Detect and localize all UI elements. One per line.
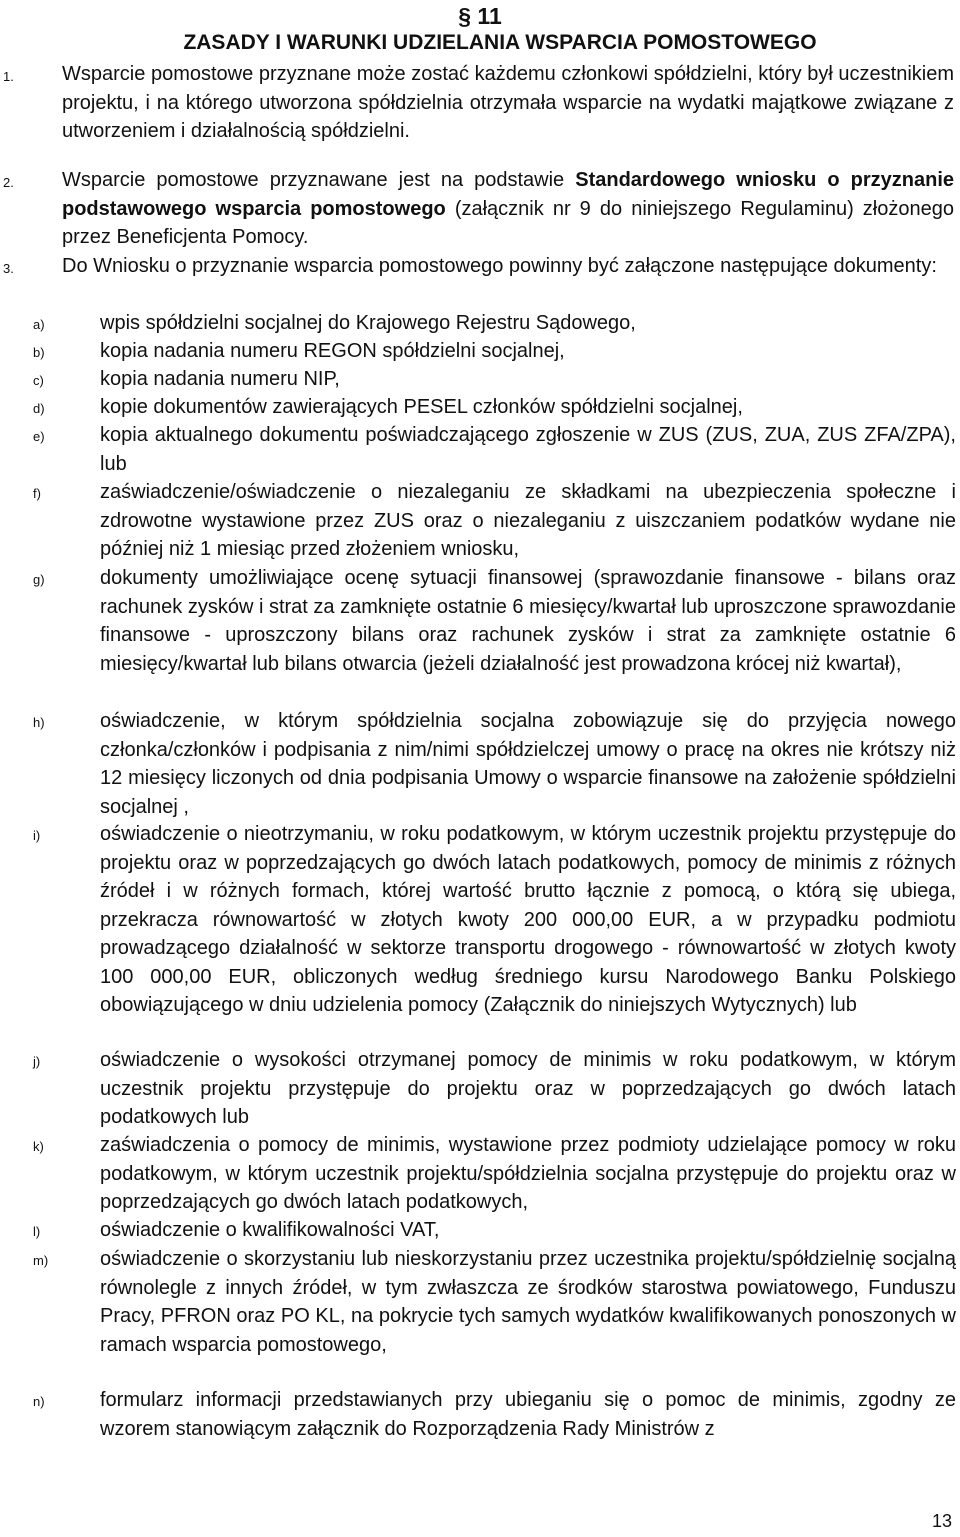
page-number: 13 [931, 1511, 952, 1531]
item-text: zaświadczenia o pomocy de minimis, wystawione przez podmioty udzielające pomocy w roku podatkowym, w którym uczestnik projektu/spółdzielnia socjalna przystępuje do projektu oraz w poprzedzających go dwóch latach podatkowych, [100, 1134, 956, 1213]
item-letter: k) [33, 1139, 44, 1154]
item-text: kopia nadania numeru REGON spółdzielni socjalnej, [100, 340, 565, 362]
document-title: ZASADY I WARUNKI UDZIELANIA WSPARCIA POMOSTOWEGO [183, 31, 817, 54]
item-text: oświadczenie, w którym spółdzielnia socjalna zobowiązuje się do przyjęcia nowego członka/członków i podpisania z nim/nimi spółdzielczej umowy o pracę na okres nie krótszy niż 12 miesięcy liczonych od dnia podpisania Umowy o wsparcie finansowe na założenie spółdzielni socjalnej , [100, 710, 956, 818]
item-text: kopia aktualnego dokumentu poświadczającego zgłoszenie w ZUS (ZUS, ZUA, ZUS ZFA/ZPA), lub [100, 424, 956, 475]
item-text: oświadczenie o kwalifikowalności VAT, [100, 1219, 440, 1241]
item-letter: j) [33, 1054, 41, 1069]
item-letter: b) [33, 345, 45, 360]
section-text: Wsparcie pomostowe przyznane może zostać każdemu członkowi spółdzielni, który był uczestnikiem projektu, i na którego utworzona spółdzielnia otrzymała wsparcie na wydatki majątkowe związane z utworzeniem i działalnością spółdzielni. [62, 63, 954, 142]
item-letter: a) [33, 317, 45, 332]
form-name-bold: Standardowego wniosku o przyznanie podstawowego wsparcia pomostowego [62, 169, 954, 220]
item-text: oświadczenie o wysokości otrzymanej pomocy de minimis w roku podatkowym, w którym uczestnik projektu przystępuje do projektu oraz w poprzedzających go dwóch latach podatkowych lub [100, 1049, 956, 1128]
section-number: 2. [3, 175, 14, 190]
item-letter: i) [33, 828, 41, 843]
item-letter: e) [33, 429, 45, 444]
item-text: oświadczenie o nieotrzymaniu, w roku podatkowym, w którym uczestnik projektu przystępuje do projektu oraz w poprzedzających go dwóch latach podatkowych, pomocy de minimis z różnych źródeł i w różnych formach, której wartość brutto łącznie z pomocą, o którą się ubiega, przekracza równowartość w złotych kwoty 200 000,00 EUR, a w przypadku podmiotu prowadzącego działalność w sektorze transportu drogowego - równowartość w złotych kwoty 100 000,00 EUR, obliczonych według średniego kursu Narodowego Banku Polskiego obowiązującego w dniu udzielenia pomocy (Załącznik do niniejszych Wytycznych) lub [100, 823, 956, 1016]
item-letter: l) [33, 1224, 41, 1239]
item-text: kopie dokumentów zawierających PESEL członków spółdzielni socjalnej, [100, 396, 743, 418]
section-text-part: Wsparcie pomostowe przyznawane jest na podstawie [62, 169, 576, 191]
section-text [62, 166, 954, 252]
item-text: kopia nadania numeru NIP, [100, 368, 340, 390]
section-number: 1. [3, 69, 14, 84]
item-text: oświadczenie o skorzystaniu lub nieskorzystaniu przez uczestnika projektu/spółdzielnię socjalną równolegle z innych źródeł, w tym zwłaszcza ze środków starostwa powiatowego, Funduszu Pracy, PFRON oraz PO KL, na pokrycie tych samych wydatków kwalifikowanych ponoszonych w ramach wsparcia pomostowego, [100, 1248, 956, 1356]
item-letter: h) [33, 715, 45, 730]
paragraph-number: § 11 [458, 3, 502, 29]
item-text: wpis spółdzielni socjalnej do Krajowego Rejestru Sądowego, [100, 312, 636, 334]
item-letter: d) [33, 401, 45, 416]
item-text: zaświadczenie/oświadczenie o niezaleganiu ze składkami na ubezpieczenia społeczne i zdrowotne wystawione przez ZUS oraz o niezaleganiu z uiszczaniem podatków wydane nie później niż 1 miesiąc przed złożeniem wniosku, [100, 481, 956, 560]
section-text: Do Wniosku o przyznanie wsparcia pomostowego powinny być załączone następujące dokumenty: [62, 255, 937, 277]
section-number: 3. [3, 261, 14, 276]
item-text: dokumenty umożliwiające ocenę sytuacji finansowej (sprawozdanie finansowe - bilans oraz rachunek zysków i strat za zamknięte ostatnie 6 miesięcy/kwartał lub uproszczone sprawozdanie finansowe - uproszczony bilans oraz rachunek zysków i strat za zamknięte ostatnie 6 miesięcy/kwartał lub bilans otwarcia (jeżeli działalność jest prowadzona krócej niż kwartał), [100, 567, 956, 675]
item-letter: c) [33, 373, 44, 388]
item-letter: m) [33, 1253, 49, 1268]
item-letter: f) [33, 486, 41, 501]
section-text-part: (załącznik nr 9 do niniejszego Regulaminu) złożonego przez Beneficjenta Pomocy. [62, 197, 954, 248]
item-letter: n) [33, 1394, 45, 1409]
item-text: formularz informacji przedstawianych przy ubieganiu się o pomoc de minimis, zgodny ze wzorem stanowiącym załącznik do Rozporządzenia Rady Ministrów z [100, 1389, 956, 1440]
item-letter: g) [33, 572, 45, 587]
